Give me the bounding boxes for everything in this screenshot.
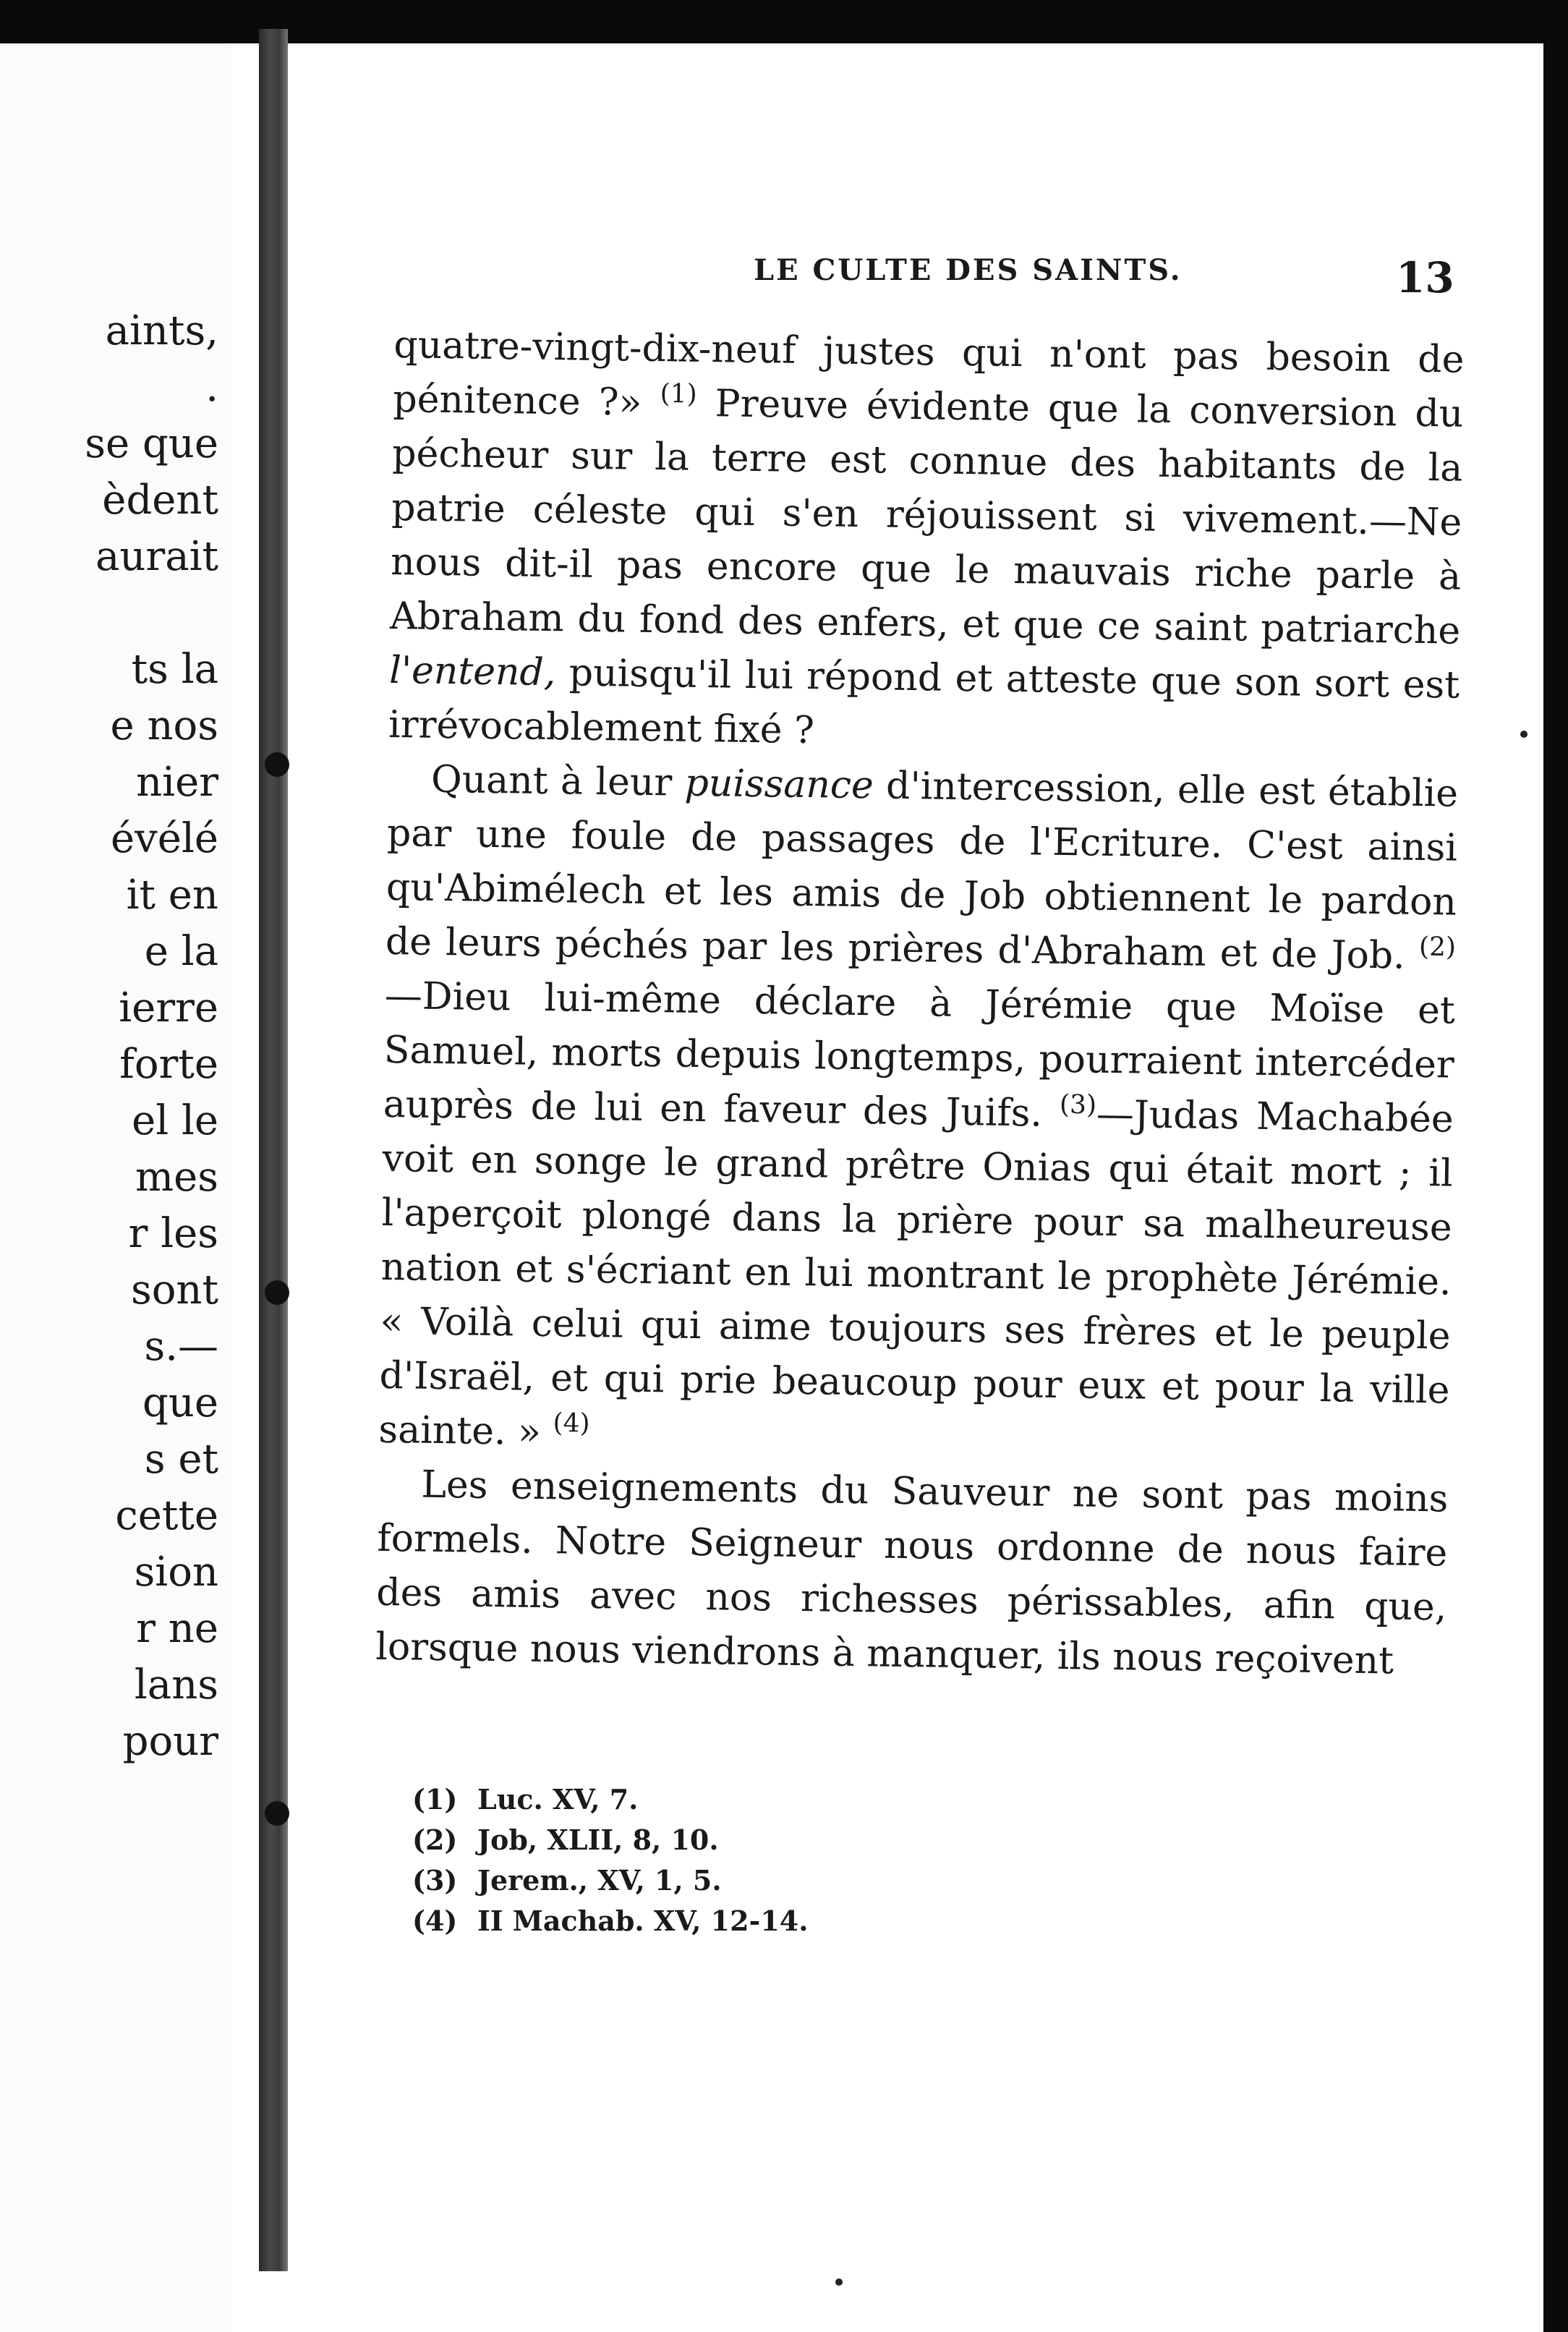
footnote-text: Job, XLII, 8, 10. — [477, 1824, 719, 1856]
body-text — [375, 318, 1465, 1689]
footnote — [412, 1820, 991, 1860]
footnote-ref: (3) — [1059, 1089, 1097, 1120]
binding-shadow — [259, 29, 288, 2271]
left-fragment: e la — [144, 928, 218, 975]
binding-hole — [265, 1801, 289, 1826]
text-run: —Dieu lui-même déclare à Jérémie que Moïse et Samuel, morts depuis longtemps, pourraient intercéder auprès de lui en faveur des Juifs. — [383, 974, 1456, 1136]
page-number: 13 — [1396, 253, 1454, 302]
text-run: d'intercession, elle est établie par une foule de passages de l'Ecriture. C'est ainsi qu'Abimélech et les amis de Job obtiennent le pardon de leurs péchés par les prières d'Abraham et de Job. — [385, 764, 1459, 978]
left-fragment: sont — [130, 1267, 218, 1314]
footnote-mark: (4) — [412, 1905, 458, 1937]
paragraph — [378, 752, 1458, 1473]
left-page-edge — [0, 43, 231, 2332]
left-fragment: aurait — [95, 533, 218, 580]
footnote-ref: (1) — [660, 378, 698, 409]
footnote — [412, 1860, 991, 1901]
left-fragment: évélé — [111, 815, 218, 862]
scan-speck — [1520, 731, 1527, 738]
text-run: —Judas Machabée voit en songe le grand prêtre Onias qui était mort ; il l'aperçoit plongé dans la prière pour sa malheureuse nation et s'écriant en lui montrant le prophète Jérémie. « Voilà celui qui aime toujours ses frères et le peuple d'Israël, et qui prie beaucoup pour eux et pour la ville sainte. » — [378, 1092, 1454, 1455]
paragraph — [388, 318, 1465, 767]
emphasis: l'entend, — [388, 648, 556, 695]
text-run: Les enseignements du Sauveur ne sont pas moins formels. Notre Seigneur nous ordonne de nous faire des amis avec nos richesses périssables, afin que, lorsque nous viendrons à manquer, ils nous reçoivent — [375, 1463, 1449, 1683]
left-fragment: èdent — [102, 477, 218, 524]
footnote-text: Luc. XV, 7. — [477, 1783, 639, 1816]
left-fragment: se que — [85, 420, 218, 467]
left-fragment: ierre — [119, 984, 218, 1031]
text-run: quatre-vingt-dix-neuf justes qui n'ont pas besoin de pénitence ?» — [393, 323, 1465, 425]
left-fragment: e nos — [110, 702, 218, 749]
footnote-text: II Machab. XV, 12-14. — [477, 1905, 809, 1937]
left-fragment: r ne — [136, 1605, 218, 1652]
binding-hole — [265, 752, 289, 777]
scan-border-right — [1543, 0, 1568, 2332]
footnote-ref: (4) — [553, 1408, 590, 1439]
scan-border-top — [0, 0, 1568, 43]
footnote — [412, 1779, 991, 1820]
scan-speck — [835, 2278, 843, 2286]
text-run: Preuve évidente que la conversion du pécheur sur la terre est connue des habitants de la patrie céleste qui s'en réjouissent si vivement.—Ne nous dit-il pas encore que le mauvais riche parle à Abraham du fond des enfers, et que ce saint patriarche — [389, 381, 1464, 653]
footnote-text: Jerem., XV, 1, 5. — [477, 1864, 722, 1897]
left-fragment: forte — [119, 1041, 218, 1088]
left-fragment: lans — [134, 1661, 218, 1708]
left-fragment: el le — [132, 1097, 218, 1144]
footnote-mark: (3) — [412, 1864, 458, 1897]
footnotes — [412, 1779, 991, 1941]
left-fragment: pour — [122, 1718, 218, 1765]
left-fragment: que — [142, 1379, 218, 1426]
left-fragment: r les — [128, 1210, 218, 1257]
left-fragment: mes — [135, 1154, 218, 1201]
left-fragment: it en — [126, 872, 218, 919]
footnote-ref: (2) — [1418, 932, 1457, 963]
running-head: LE CULTE DES SAINTS. — [754, 253, 1183, 287]
text-run: Quant à leur — [430, 757, 686, 805]
left-fragment: s.— — [144, 1323, 218, 1370]
text-run: puisqu'il lui répond et atteste que son sort est irrévocablement fixé ? — [388, 651, 1460, 753]
left-fragment: cette — [115, 1492, 218, 1539]
emphasis: puissance — [684, 761, 874, 808]
right-page — [304, 43, 1543, 2332]
left-fragment: aints, — [105, 307, 218, 354]
left-fragment: ts la — [131, 646, 218, 693]
left-fragment: nier — [136, 759, 218, 806]
paragraph — [375, 1458, 1449, 1690]
footnote — [412, 1901, 991, 1941]
left-fragment: s et — [144, 1436, 218, 1483]
left-fragment: sion — [134, 1549, 218, 1596]
left-fragment: . — [205, 364, 218, 411]
footnote-mark: (1) — [412, 1783, 458, 1816]
footnote-mark: (2) — [412, 1824, 458, 1856]
binding-hole — [265, 1280, 289, 1305]
